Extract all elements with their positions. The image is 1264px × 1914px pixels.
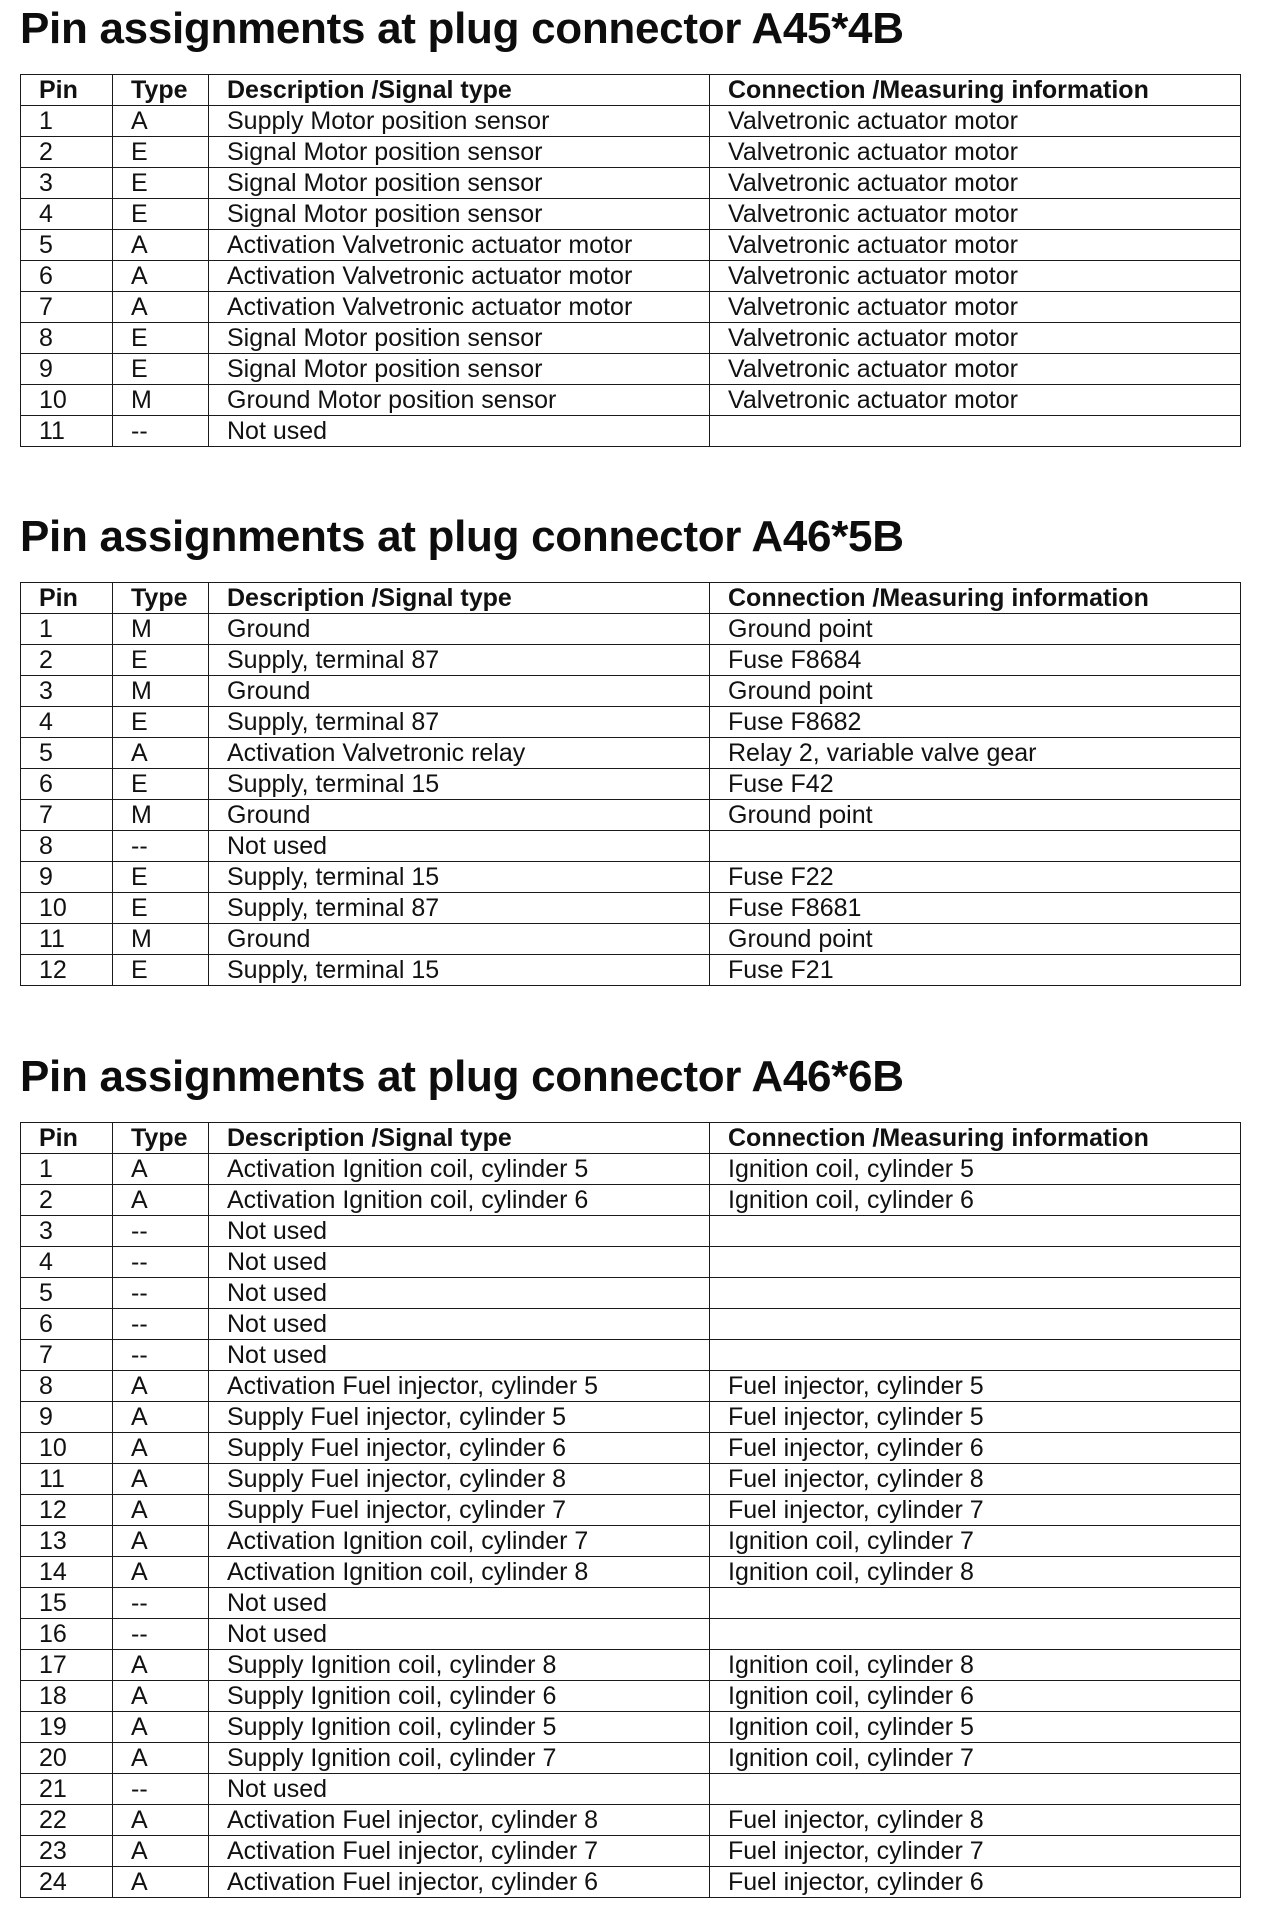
cell-connection: Fuel injector, cylinder 5 xyxy=(710,1402,1241,1433)
cell-type: A xyxy=(113,1495,209,1526)
cell-type: -- xyxy=(113,1619,209,1650)
table-row xyxy=(21,323,1241,354)
cell-pin: 10 xyxy=(21,385,113,416)
cell-connection: Ignition coil, cylinder 8 xyxy=(710,1557,1241,1588)
cell-description: Ground xyxy=(209,676,710,707)
section-title-a45-4b: Pin assignments at plug connector A45*4B xyxy=(20,4,904,53)
table-row xyxy=(21,1836,1241,1867)
cell-type: -- xyxy=(113,1340,209,1371)
cell-pin: 13 xyxy=(21,1526,113,1557)
table-header-row xyxy=(21,583,1241,614)
cell-connection: Valvetronic actuator motor xyxy=(710,385,1241,416)
cell-type: A xyxy=(113,1712,209,1743)
table-row xyxy=(21,1526,1241,1557)
section-title-a46-6b: Pin assignments at plug connector A46*6B xyxy=(20,1052,904,1101)
table-row xyxy=(21,769,1241,800)
header-type: Type xyxy=(113,75,209,106)
header-description: Description /Signal type xyxy=(209,1123,710,1154)
cell-connection: Ground point xyxy=(710,676,1241,707)
cell-pin: 20 xyxy=(21,1743,113,1774)
cell-connection xyxy=(710,831,1241,862)
table-row xyxy=(21,1371,1241,1402)
cell-description: Not used xyxy=(209,1619,710,1650)
table-row xyxy=(21,292,1241,323)
cell-type: A xyxy=(113,230,209,261)
cell-connection: Fuse F8682 xyxy=(710,707,1241,738)
cell-connection: Valvetronic actuator motor xyxy=(710,168,1241,199)
header-connection: Connection /Measuring information xyxy=(710,583,1241,614)
table-row xyxy=(21,137,1241,168)
table-row xyxy=(21,955,1241,986)
table-row xyxy=(21,1216,1241,1247)
cell-pin: 12 xyxy=(21,955,113,986)
table-row xyxy=(21,1495,1241,1526)
table-row xyxy=(21,1774,1241,1805)
cell-type: A xyxy=(113,1836,209,1867)
cell-description: Signal Motor position sensor xyxy=(209,354,710,385)
cell-pin: 1 xyxy=(21,1154,113,1185)
cell-description: Supply Ignition coil, cylinder 5 xyxy=(209,1712,710,1743)
header-pin: Pin xyxy=(21,1123,113,1154)
cell-description: Supply Fuel injector, cylinder 5 xyxy=(209,1402,710,1433)
cell-description: Activation Ignition coil, cylinder 6 xyxy=(209,1185,710,1216)
cell-description: Activation Ignition coil, cylinder 7 xyxy=(209,1526,710,1557)
cell-connection: Fuel injector, cylinder 5 xyxy=(710,1371,1241,1402)
cell-type: -- xyxy=(113,416,209,447)
cell-connection xyxy=(710,1247,1241,1278)
cell-description: Supply Fuel injector, cylinder 8 xyxy=(209,1464,710,1495)
cell-pin: 11 xyxy=(21,416,113,447)
table-row xyxy=(21,1309,1241,1340)
table-row xyxy=(21,1743,1241,1774)
cell-description: Supply, terminal 15 xyxy=(209,862,710,893)
cell-connection xyxy=(710,1340,1241,1371)
cell-description: Supply Ignition coil, cylinder 8 xyxy=(209,1650,710,1681)
cell-pin: 9 xyxy=(21,862,113,893)
header-connection: Connection /Measuring information xyxy=(710,1123,1241,1154)
cell-connection: Valvetronic actuator motor xyxy=(710,230,1241,261)
table-row xyxy=(21,1650,1241,1681)
cell-type: A xyxy=(113,1557,209,1588)
cell-pin: 2 xyxy=(21,1185,113,1216)
cell-type: E xyxy=(113,893,209,924)
cell-description: Supply, terminal 15 xyxy=(209,769,710,800)
cell-connection: Valvetronic actuator motor xyxy=(710,261,1241,292)
cell-pin: 7 xyxy=(21,1340,113,1371)
pin-table-a45-4b xyxy=(20,74,1241,447)
cell-type: M xyxy=(113,385,209,416)
cell-pin: 17 xyxy=(21,1650,113,1681)
table-row xyxy=(21,1278,1241,1309)
cell-connection: Valvetronic actuator motor xyxy=(710,106,1241,137)
pin-table-a46-6b xyxy=(20,1122,1241,1898)
cell-pin: 5 xyxy=(21,738,113,769)
cell-description: Not used xyxy=(209,1774,710,1805)
table-row xyxy=(21,676,1241,707)
cell-pin: 8 xyxy=(21,831,113,862)
cell-pin: 6 xyxy=(21,1309,113,1340)
cell-description: Activation Fuel injector, cylinder 5 xyxy=(209,1371,710,1402)
cell-description: Activation Valvetronic actuator motor xyxy=(209,261,710,292)
cell-type: A xyxy=(113,1805,209,1836)
table-row xyxy=(21,261,1241,292)
cell-pin: 3 xyxy=(21,168,113,199)
cell-pin: 23 xyxy=(21,1836,113,1867)
cell-description: Signal Motor position sensor xyxy=(209,137,710,168)
cell-description: Not used xyxy=(209,1309,710,1340)
pin-table-a46-5b xyxy=(20,582,1241,986)
cell-connection: Ignition coil, cylinder 6 xyxy=(710,1185,1241,1216)
cell-connection: Fuel injector, cylinder 8 xyxy=(710,1464,1241,1495)
cell-connection: Fuse F21 xyxy=(710,955,1241,986)
cell-type: -- xyxy=(113,831,209,862)
table-row xyxy=(21,354,1241,385)
cell-type: A xyxy=(113,292,209,323)
cell-type: -- xyxy=(113,1774,209,1805)
cell-description: Supply, terminal 15 xyxy=(209,955,710,986)
table-row xyxy=(21,1588,1241,1619)
cell-connection: Valvetronic actuator motor xyxy=(710,354,1241,385)
cell-connection: Ignition coil, cylinder 7 xyxy=(710,1526,1241,1557)
table-row xyxy=(21,1433,1241,1464)
table-row xyxy=(21,1340,1241,1371)
table-row xyxy=(21,862,1241,893)
cell-type: M xyxy=(113,614,209,645)
cell-connection xyxy=(710,1309,1241,1340)
cell-type: E xyxy=(113,707,209,738)
cell-type: E xyxy=(113,862,209,893)
cell-type: -- xyxy=(113,1247,209,1278)
cell-description: Activation Ignition coil, cylinder 5 xyxy=(209,1154,710,1185)
cell-description: Supply Fuel injector, cylinder 6 xyxy=(209,1433,710,1464)
table-row xyxy=(21,831,1241,862)
cell-pin: 14 xyxy=(21,1557,113,1588)
cell-connection: Fuse F8681 xyxy=(710,893,1241,924)
table-row xyxy=(21,738,1241,769)
cell-pin: 2 xyxy=(21,645,113,676)
table-row xyxy=(21,645,1241,676)
cell-pin: 12 xyxy=(21,1495,113,1526)
cell-description: Ground Motor position sensor xyxy=(209,385,710,416)
cell-description: Activation Valvetronic relay xyxy=(209,738,710,769)
header-description: Description /Signal type xyxy=(209,75,710,106)
cell-description: Activation Fuel injector, cylinder 8 xyxy=(209,1805,710,1836)
cell-pin: 6 xyxy=(21,769,113,800)
cell-connection: Valvetronic actuator motor xyxy=(710,292,1241,323)
cell-type: A xyxy=(113,261,209,292)
cell-description: Supply, terminal 87 xyxy=(209,893,710,924)
cell-pin: 8 xyxy=(21,1371,113,1402)
cell-pin: 4 xyxy=(21,199,113,230)
cell-type: -- xyxy=(113,1309,209,1340)
table-row xyxy=(21,1185,1241,1216)
cell-connection: Fuel injector, cylinder 7 xyxy=(710,1495,1241,1526)
table-row xyxy=(21,1619,1241,1650)
cell-description: Not used xyxy=(209,416,710,447)
table-row xyxy=(21,230,1241,261)
cell-type: A xyxy=(113,1464,209,1495)
cell-connection xyxy=(710,1588,1241,1619)
header-type: Type xyxy=(113,1123,209,1154)
header-pin: Pin xyxy=(21,583,113,614)
table-row xyxy=(21,1402,1241,1433)
header-description: Description /Signal type xyxy=(209,583,710,614)
cell-type: E xyxy=(113,168,209,199)
cell-description: Ground xyxy=(209,800,710,831)
cell-type: A xyxy=(113,1154,209,1185)
cell-connection xyxy=(710,1619,1241,1650)
cell-description: Supply, terminal 87 xyxy=(209,645,710,676)
cell-description: Not used xyxy=(209,1588,710,1619)
cell-connection: Fuel injector, cylinder 8 xyxy=(710,1805,1241,1836)
table-row xyxy=(21,416,1241,447)
table-row xyxy=(21,385,1241,416)
cell-pin: 6 xyxy=(21,261,113,292)
cell-type: E xyxy=(113,137,209,168)
cell-pin: 4 xyxy=(21,707,113,738)
cell-type: A xyxy=(113,1433,209,1464)
cell-type: E xyxy=(113,354,209,385)
cell-type: E xyxy=(113,323,209,354)
cell-pin: 10 xyxy=(21,893,113,924)
cell-description: Supply, terminal 87 xyxy=(209,707,710,738)
cell-pin: 21 xyxy=(21,1774,113,1805)
cell-connection: Ignition coil, cylinder 8 xyxy=(710,1650,1241,1681)
cell-pin: 19 xyxy=(21,1712,113,1743)
table-row xyxy=(21,1154,1241,1185)
cell-description: Ground xyxy=(209,924,710,955)
cell-description: Not used xyxy=(209,1278,710,1309)
cell-description: Supply Motor position sensor xyxy=(209,106,710,137)
cell-pin: 8 xyxy=(21,323,113,354)
cell-connection: Ignition coil, cylinder 5 xyxy=(710,1154,1241,1185)
cell-pin: 22 xyxy=(21,1805,113,1836)
cell-pin: 16 xyxy=(21,1619,113,1650)
cell-type: A xyxy=(113,1681,209,1712)
cell-pin: 5 xyxy=(21,1278,113,1309)
cell-pin: 18 xyxy=(21,1681,113,1712)
cell-connection: Ignition coil, cylinder 5 xyxy=(710,1712,1241,1743)
cell-description: Activation Ignition coil, cylinder 8 xyxy=(209,1557,710,1588)
cell-connection xyxy=(710,416,1241,447)
table-row xyxy=(21,1557,1241,1588)
cell-connection xyxy=(710,1216,1241,1247)
cell-description: Activation Fuel injector, cylinder 7 xyxy=(209,1836,710,1867)
cell-connection: Valvetronic actuator motor xyxy=(710,137,1241,168)
header-connection: Connection /Measuring information xyxy=(710,75,1241,106)
cell-description: Activation Valvetronic actuator motor xyxy=(209,292,710,323)
cell-description: Supply Fuel injector, cylinder 7 xyxy=(209,1495,710,1526)
table-header-row xyxy=(21,75,1241,106)
cell-description: Signal Motor position sensor xyxy=(209,199,710,230)
cell-type: A xyxy=(113,1650,209,1681)
cell-connection: Fuse F42 xyxy=(710,769,1241,800)
cell-pin: 3 xyxy=(21,1216,113,1247)
cell-connection: Valvetronic actuator motor xyxy=(710,323,1241,354)
cell-description: Not used xyxy=(209,1247,710,1278)
cell-connection: Fuel injector, cylinder 6 xyxy=(710,1867,1241,1898)
cell-type: E xyxy=(113,769,209,800)
cell-description: Not used xyxy=(209,1216,710,1247)
cell-pin: 15 xyxy=(21,1588,113,1619)
table-row xyxy=(21,106,1241,137)
cell-description: Not used xyxy=(209,831,710,862)
cell-connection: Fuel injector, cylinder 7 xyxy=(710,1836,1241,1867)
cell-connection: Ground point xyxy=(710,614,1241,645)
cell-type: -- xyxy=(113,1216,209,1247)
header-type: Type xyxy=(113,583,209,614)
table-row xyxy=(21,1867,1241,1898)
cell-pin: 11 xyxy=(21,924,113,955)
cell-description: Supply Ignition coil, cylinder 7 xyxy=(209,1743,710,1774)
table-row xyxy=(21,924,1241,955)
cell-type: -- xyxy=(113,1588,209,1619)
table-row xyxy=(21,1464,1241,1495)
cell-connection: Ignition coil, cylinder 7 xyxy=(710,1743,1241,1774)
cell-description: Signal Motor position sensor xyxy=(209,168,710,199)
cell-connection xyxy=(710,1774,1241,1805)
table-row xyxy=(21,1247,1241,1278)
cell-pin: 9 xyxy=(21,354,113,385)
cell-connection xyxy=(710,1278,1241,1309)
table-row xyxy=(21,1681,1241,1712)
header-pin: Pin xyxy=(21,75,113,106)
cell-pin: 3 xyxy=(21,676,113,707)
cell-type: A xyxy=(113,1526,209,1557)
cell-pin: 2 xyxy=(21,137,113,168)
cell-description: Ground xyxy=(209,614,710,645)
cell-type: A xyxy=(113,1185,209,1216)
cell-type: E xyxy=(113,199,209,230)
cell-pin: 7 xyxy=(21,292,113,323)
cell-type: A xyxy=(113,1371,209,1402)
table-row xyxy=(21,707,1241,738)
cell-type: A xyxy=(113,1402,209,1433)
cell-pin: 4 xyxy=(21,1247,113,1278)
table-row xyxy=(21,893,1241,924)
cell-pin: 11 xyxy=(21,1464,113,1495)
cell-type: E xyxy=(113,645,209,676)
table-row xyxy=(21,1805,1241,1836)
cell-type: M xyxy=(113,800,209,831)
cell-type: A xyxy=(113,738,209,769)
cell-pin: 1 xyxy=(21,106,113,137)
cell-connection: Ground point xyxy=(710,924,1241,955)
table-header-row xyxy=(21,1123,1241,1154)
cell-pin: 1 xyxy=(21,614,113,645)
cell-connection: Fuse F8684 xyxy=(710,645,1241,676)
cell-pin: 24 xyxy=(21,1867,113,1898)
cell-type: M xyxy=(113,676,209,707)
cell-type: A xyxy=(113,1867,209,1898)
cell-connection: Fuel injector, cylinder 6 xyxy=(710,1433,1241,1464)
cell-pin: 7 xyxy=(21,800,113,831)
table-row xyxy=(21,168,1241,199)
cell-type: E xyxy=(113,955,209,986)
cell-description: Signal Motor position sensor xyxy=(209,323,710,354)
cell-connection: Ignition coil, cylinder 6 xyxy=(710,1681,1241,1712)
table-row xyxy=(21,1712,1241,1743)
section-title-a46-5b: Pin assignments at plug connector A46*5B xyxy=(20,512,904,561)
cell-pin: 9 xyxy=(21,1402,113,1433)
table-row xyxy=(21,800,1241,831)
table-row xyxy=(21,199,1241,230)
cell-connection: Relay 2, variable valve gear xyxy=(710,738,1241,769)
cell-connection: Valvetronic actuator motor xyxy=(710,199,1241,230)
cell-type: M xyxy=(113,924,209,955)
cell-pin: 5 xyxy=(21,230,113,261)
cell-connection: Fuse F22 xyxy=(710,862,1241,893)
cell-type: A xyxy=(113,106,209,137)
cell-description: Not used xyxy=(209,1340,710,1371)
cell-description: Activation Valvetronic actuator motor xyxy=(209,230,710,261)
cell-pin: 10 xyxy=(21,1433,113,1464)
cell-description: Activation Fuel injector, cylinder 6 xyxy=(209,1867,710,1898)
cell-type: A xyxy=(113,1743,209,1774)
cell-description: Supply Ignition coil, cylinder 6 xyxy=(209,1681,710,1712)
cell-connection: Ground point xyxy=(710,800,1241,831)
cell-type: -- xyxy=(113,1278,209,1309)
table-row xyxy=(21,614,1241,645)
